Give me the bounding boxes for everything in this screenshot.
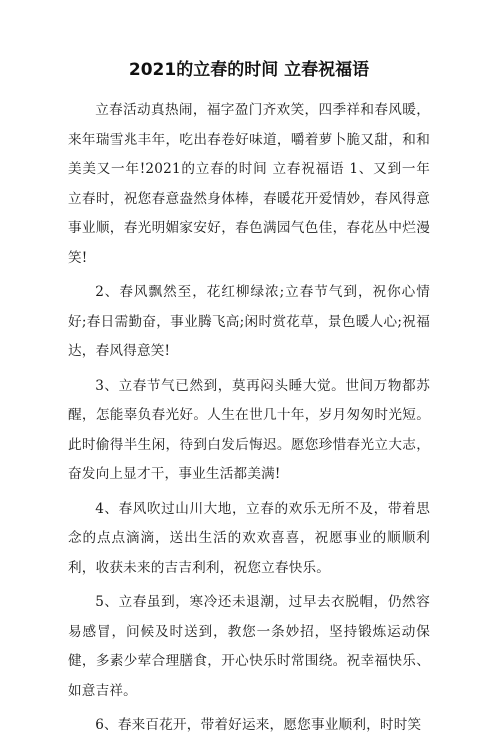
paragraph-1: 立春活动真热闹，福字盈门齐欢笑，四季祥和春风暖，来年瑞雪兆丰年，吃出春卷好味道，嚼着萝卜脆又甜，和和美美又一年!2021的立春的时间 立春祝福语 1、又到一年立春时，祝您春意盎然身体棒，春暖花开爱情妙，春风得意事业顺，春光明媚家安好，春色满园气色佳，春花丛中烂漫笑! <box>68 102 430 266</box>
article-title: 2021的立春的时间 立春祝福语 <box>128 60 370 80</box>
paragraph-6: 6、春来百花开，带着好运来，愿您事业顺利，时时笑 <box>95 717 422 733</box>
paragraph-2: 2、春风飘然至，花红柳绿浓;立春节气到，祝你心情好;春日需勤奋，事业腾飞高;闲时赏花草，景色暖人心;祝福达，春风得意笑! <box>68 284 430 359</box>
paragraph-4: 4、春风吹过山川大地，立春的欢乐无所不及，带着思念的点点滴滴，送出生活的欢欢喜喜，祝愿事业的顺顺利利，收获未来的吉吉利利，祝您立春快乐。 <box>68 500 430 576</box>
paragraph-3: 3、立春节气已然到，莫再闷头睡大觉。世间万物都苏醒，怎能辜负春光好。人生在世几十年，岁月匆匆时光短。此时偷得半生闲，待到白发后悔迟。愿您珍惜春光立大志，奋发向上显才干，事业生活都美满! <box>68 377 430 482</box>
paragraph-5: 5、立春虽到，寒冷还未退潮，过早去衣脱帽，仍然容易感冒，问候及时送到，教您一条妙招，坚持锻炼运动保健，多素少荤合理膳食，开心快乐时常围绕。祝幸福快乐、如意吉祥。 <box>68 594 430 699</box>
